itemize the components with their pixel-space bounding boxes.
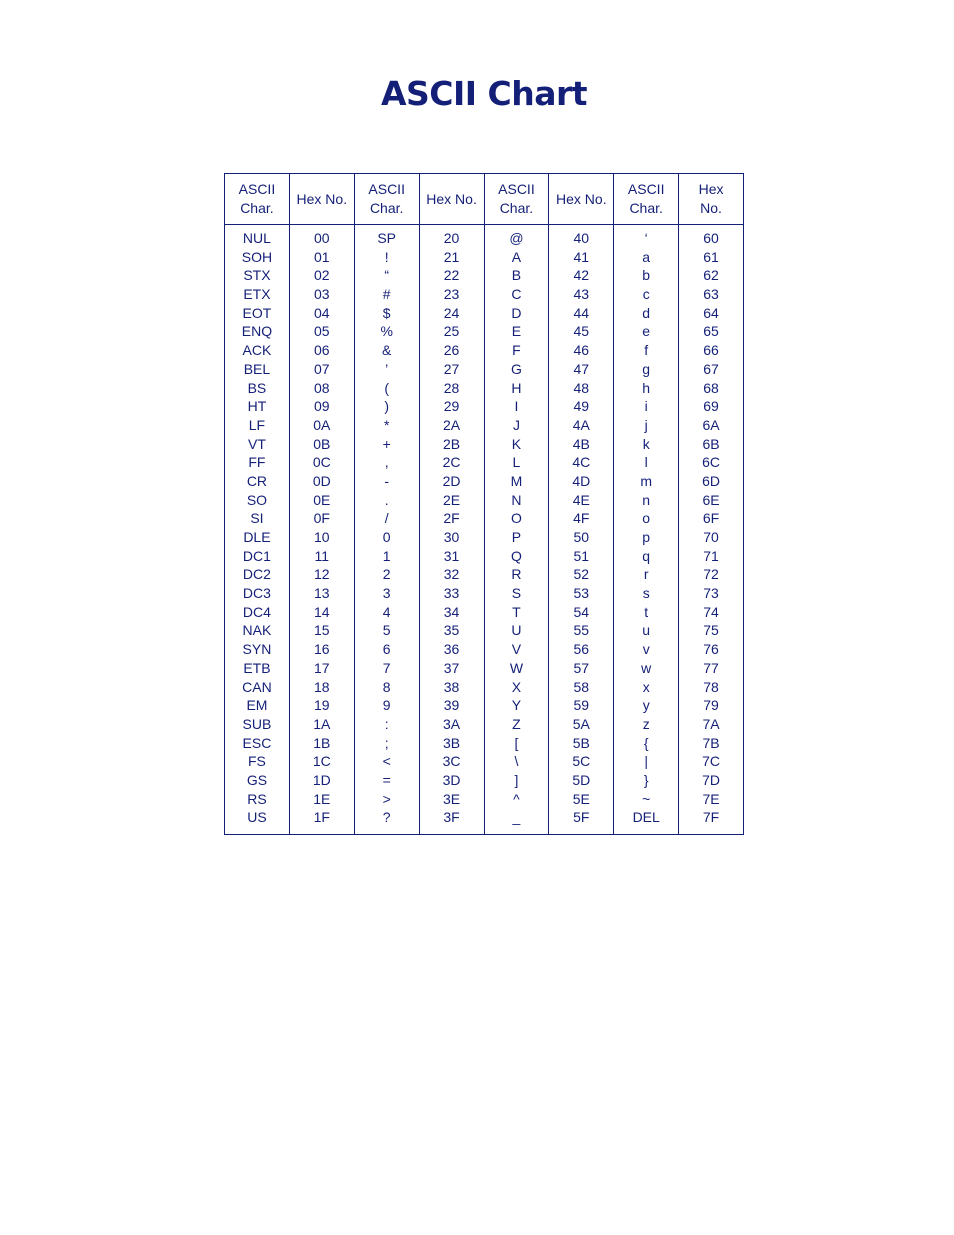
table-cell: G <box>510 360 522 377</box>
table-cell: 3D <box>442 771 461 788</box>
table-cell: FS <box>247 753 266 770</box>
table-cell: C <box>511 286 522 303</box>
table-cell: J <box>512 416 520 433</box>
table-cell: 3F <box>443 809 460 826</box>
table-cell: 0F <box>313 510 330 527</box>
table-cell: 04 <box>314 304 330 321</box>
table-cell: 60 <box>703 230 719 246</box>
table-cell: 37 <box>443 659 460 676</box>
table-cell: } <box>643 771 649 788</box>
table-cell: 7C <box>702 753 721 770</box>
table-cell: 22 <box>443 267 460 284</box>
table-cell: 16 <box>314 641 330 658</box>
table-cell: ‘ <box>644 230 648 246</box>
table-cell: 12 <box>314 566 330 583</box>
table-cell: EM <box>246 697 268 714</box>
table-cell: ETB <box>243 659 271 676</box>
table-cell: 3B <box>443 734 461 751</box>
column-body <box>290 225 354 827</box>
table-cell: 2B <box>443 435 461 452</box>
table-cell: 7A <box>702 715 720 732</box>
table-cell: 2D <box>442 472 461 489</box>
table-cell: 36 <box>443 641 460 658</box>
table-cell: ^ <box>513 790 520 807</box>
table-cell: j <box>644 416 648 433</box>
table-cell: I <box>514 398 519 415</box>
table-cell: 25 <box>443 323 460 340</box>
table-cell: H <box>511 379 522 396</box>
table-cell: 79 <box>703 697 719 714</box>
table-cell: 24 <box>443 304 460 321</box>
table-cell: 4B <box>572 435 590 452</box>
table-cell: 3E <box>443 790 461 807</box>
table-cell: h <box>642 379 651 396</box>
table-cell: 00 <box>314 230 330 246</box>
table-cell: 5A <box>572 715 590 732</box>
table-cell: 58 <box>573 678 590 695</box>
table-cell: SO <box>246 491 268 508</box>
table-cell: 1 <box>382 547 391 564</box>
table-cell: SOH <box>241 248 273 265</box>
table-cell: 47 <box>573 360 590 377</box>
table-cell: 34 <box>443 603 460 620</box>
table-cell: BS <box>247 379 267 396</box>
table-cell: Z <box>512 715 521 732</box>
table-cell: 2C <box>442 454 461 471</box>
table-cell: 70 <box>703 529 719 545</box>
table-cell: < <box>382 753 391 770</box>
table-cell: RS <box>247 790 267 807</box>
table-cell: 2F <box>443 510 460 527</box>
table-cell: @ <box>509 230 524 246</box>
table-cell: 20 <box>443 230 460 246</box>
table-cell: v <box>642 641 650 658</box>
table-cell: y <box>642 697 650 714</box>
table-cell: 72 <box>703 566 719 583</box>
table-cell: 5D <box>572 771 591 788</box>
column-header: ASCII Char. <box>485 174 549 225</box>
table-cell: CAN <box>242 678 272 695</box>
table-cell: o <box>642 510 651 527</box>
table-cell: # <box>382 286 391 303</box>
table-cell: DC1 <box>242 547 271 564</box>
column-header: Hex No. <box>290 174 354 225</box>
table-cell: 55 <box>573 622 590 639</box>
table-cell: 41 <box>573 248 590 265</box>
table-cell: . <box>384 491 389 508</box>
table-cell: 49 <box>573 398 590 415</box>
table-cell: SI <box>250 510 264 527</box>
table-cell: FF <box>248 454 266 471</box>
table-cell: l <box>644 454 648 471</box>
table-cell: O <box>510 510 522 527</box>
table-cell: % <box>380 323 393 340</box>
table-column <box>290 174 355 834</box>
table-cell: u <box>642 622 651 639</box>
table-cell: 61 <box>703 248 719 265</box>
table-cell: 67 <box>703 360 719 377</box>
table-cell: z <box>642 715 650 732</box>
table-cell: m <box>640 472 653 489</box>
table-cell: LF <box>248 416 266 433</box>
table-column <box>549 174 614 834</box>
table-cell: L <box>512 454 521 471</box>
table-cell: U <box>511 622 522 639</box>
table-cell: 15 <box>314 622 330 639</box>
table-cell: T <box>512 603 521 620</box>
table-column <box>225 174 290 834</box>
table-cell: 68 <box>703 379 719 396</box>
table-cell: 05 <box>314 323 330 340</box>
table-cell: 26 <box>443 342 460 359</box>
table-cell: 66 <box>703 342 719 359</box>
table-cell: r <box>643 566 649 583</box>
table-cell: 13 <box>314 585 330 602</box>
table-cell: 19 <box>314 697 330 714</box>
column-body <box>485 225 549 827</box>
table-cell: 08 <box>314 379 330 396</box>
table-cell: & <box>382 342 392 359</box>
table-cell: F <box>512 342 521 359</box>
table-cell: 44 <box>573 304 590 321</box>
table-cell: 7D <box>702 771 721 788</box>
table-cell: 8 <box>382 678 391 695</box>
ascii-table <box>224 173 744 835</box>
table-cell: ? <box>382 809 391 826</box>
table-cell: w <box>641 659 652 676</box>
column-header: Hex No. <box>420 174 484 225</box>
table-cell: ; <box>384 734 389 751</box>
table-cell: 7 <box>382 659 391 676</box>
table-cell: 17 <box>314 659 330 676</box>
table-cell: NUL <box>242 230 271 246</box>
table-cell: 0C <box>312 454 331 471</box>
table-cell: 18 <box>314 678 330 695</box>
table-cell: t <box>644 603 649 620</box>
column-body <box>355 225 419 827</box>
column-body <box>614 225 678 827</box>
table-cell: “ <box>384 267 390 284</box>
table-cell: g <box>642 360 651 377</box>
table-cell: STX <box>243 267 271 284</box>
table-cell: , <box>384 454 389 471</box>
table-cell: 32 <box>443 566 460 583</box>
table-cell: 5C <box>572 753 591 770</box>
table-cell: 69 <box>703 398 719 415</box>
table-cell: 30 <box>443 529 460 545</box>
table-cell: ( <box>384 379 390 396</box>
table-cell: 2E <box>443 491 461 508</box>
table-column <box>420 174 485 834</box>
table-cell: E <box>511 323 522 340</box>
table-cell: M <box>510 472 523 489</box>
table-cell: 5F <box>573 809 590 826</box>
table-cell: = <box>382 771 391 788</box>
table-cell: 0 <box>382 529 391 545</box>
table-cell: 03 <box>314 286 330 303</box>
table-cell: 73 <box>703 585 719 602</box>
table-cell: Q <box>510 547 522 564</box>
table-cell: _ <box>512 809 521 826</box>
table-cell: 3A <box>443 715 461 732</box>
table-cell: 62 <box>703 267 719 284</box>
column-header: ASCII Char. <box>225 174 289 225</box>
table-cell: 2A <box>443 416 461 433</box>
table-cell: 6E <box>702 491 720 508</box>
table-cell: x <box>642 678 650 695</box>
table-cell: 11 <box>314 547 330 564</box>
column-header: ASCII Char. <box>614 174 678 225</box>
table-cell: 28 <box>443 379 460 396</box>
table-cell: 76 <box>703 641 719 658</box>
table-cell: US <box>247 809 267 826</box>
table-cell: W <box>509 659 524 676</box>
table-cell: 64 <box>703 304 719 321</box>
table-cell: 51 <box>573 547 590 564</box>
table-cell: Y <box>511 697 522 714</box>
table-cell: [ <box>514 734 519 751</box>
table-cell: + <box>382 435 391 452</box>
table-cell: DEL <box>632 809 660 826</box>
table-cell: 1E <box>313 790 331 807</box>
table-cell: 33 <box>443 585 460 602</box>
page-title: ASCII Chart <box>380 74 588 113</box>
table-cell: 59 <box>573 697 590 714</box>
table-cell: 71 <box>703 547 719 564</box>
table-cell: 42 <box>573 267 590 284</box>
table-cell: e <box>642 323 651 340</box>
table-cell: SP <box>377 230 397 246</box>
table-cell: DC4 <box>242 603 271 620</box>
table-cell: ESC <box>242 734 272 751</box>
table-cell: | <box>644 753 648 770</box>
table-cell: 6D <box>702 472 721 489</box>
table-cell: D <box>511 304 522 321</box>
table-cell: 6F <box>702 510 720 527</box>
column-body <box>420 225 484 827</box>
table-cell: 38 <box>443 678 460 695</box>
table-cell: * <box>383 416 390 433</box>
table-cell: GS <box>246 771 268 788</box>
table-cell: 50 <box>573 529 590 545</box>
table-cell: ! <box>384 248 389 265</box>
table-cell: 10 <box>314 529 330 545</box>
table-cell: ENQ <box>241 323 273 340</box>
table-cell: P <box>511 529 522 545</box>
table-cell: k <box>642 435 650 452</box>
table-cell: BEL <box>243 360 271 377</box>
table-cell: / <box>384 510 389 527</box>
table-cell: 4E <box>572 491 590 508</box>
table-cell: 52 <box>573 566 590 583</box>
table-cell: 02 <box>314 267 330 284</box>
table-column <box>355 174 420 834</box>
table-cell: 7F <box>702 809 720 826</box>
table-cell: 9 <box>382 697 391 714</box>
table-cell: 31 <box>443 547 460 564</box>
table-cell: 01 <box>314 248 330 265</box>
table-cell: A <box>511 248 522 265</box>
table-cell: : <box>384 715 389 732</box>
column-body <box>679 225 743 827</box>
table-cell: VT <box>247 435 266 452</box>
table-cell: DC2 <box>242 566 271 583</box>
table-cell: DLE <box>243 529 271 545</box>
table-cell: ETX <box>243 286 271 303</box>
table-cell: S <box>511 585 522 602</box>
table-cell: 29 <box>443 398 460 415</box>
table-cell: d <box>642 304 651 321</box>
column-header: Hex No. <box>679 174 743 225</box>
table-cell: n <box>642 491 651 508</box>
table-cell: - <box>384 472 390 489</box>
table-cell: 0A <box>313 416 331 433</box>
table-cell: 54 <box>573 603 590 620</box>
table-cell: 57 <box>573 659 590 676</box>
table-cell: $ <box>382 304 391 321</box>
table-cell: R <box>511 566 522 583</box>
table-cell: DC3 <box>242 585 271 602</box>
table-cell: 63 <box>703 286 719 303</box>
table-cell: 74 <box>703 603 719 620</box>
table-column <box>679 174 743 834</box>
column-body <box>225 225 289 827</box>
table-cell: B <box>511 267 522 284</box>
column-body <box>549 225 613 827</box>
table-cell: 27 <box>443 360 460 377</box>
table-cell: SYN <box>242 641 272 658</box>
table-column <box>485 174 550 834</box>
table-cell: q <box>642 547 651 564</box>
table-cell: 6B <box>702 435 720 452</box>
table-cell: 77 <box>703 659 719 676</box>
table-cell: i <box>644 398 648 415</box>
table-cell: 5E <box>572 790 590 807</box>
table-cell: 4D <box>572 472 591 489</box>
table-cell: 46 <box>573 342 590 359</box>
table-cell: N <box>511 491 522 508</box>
table-cell: 2 <box>382 566 391 583</box>
table-cell: ) <box>384 398 390 415</box>
table-cell: ~ <box>642 790 651 807</box>
table-cell: 5B <box>572 734 590 751</box>
table-cell: c <box>642 286 650 303</box>
table-cell: 14 <box>314 603 330 620</box>
table-cell: HT <box>247 398 267 415</box>
table-cell: 0D <box>312 472 331 489</box>
table-cell: 45 <box>573 323 590 340</box>
table-cell: 1F <box>313 809 330 826</box>
table-cell: 3 <box>382 585 391 602</box>
table-cell: 6 <box>382 641 391 658</box>
table-cell: f <box>644 342 649 359</box>
table-cell: CR <box>246 472 268 489</box>
table-cell: 1C <box>312 753 331 770</box>
table-cell: 40 <box>573 230 590 246</box>
table-cell: 39 <box>443 697 460 714</box>
table-cell: ACK <box>242 342 272 359</box>
table-cell: > <box>382 790 391 807</box>
table-cell: 53 <box>573 585 590 602</box>
table-cell: 56 <box>573 641 590 658</box>
table-cell: 4C <box>572 454 591 471</box>
table-cell: 06 <box>314 342 330 359</box>
table-cell: 0E <box>313 491 331 508</box>
table-column <box>614 174 679 834</box>
table-cell: K <box>511 435 522 452</box>
table-cell: 75 <box>703 622 719 639</box>
table-cell: \ <box>514 753 519 770</box>
table-cell: 48 <box>573 379 590 396</box>
table-cell: 4A <box>572 416 590 433</box>
table-cell: EOT <box>242 304 272 321</box>
table-cell: p <box>642 529 651 545</box>
table-cell: 3C <box>442 753 461 770</box>
table-cell: a <box>642 248 651 265</box>
table-cell: 0B <box>313 435 331 452</box>
table-cell: s <box>642 585 650 602</box>
table-cell: { <box>643 734 649 751</box>
table-cell: SUB <box>242 715 272 732</box>
table-cell: ] <box>514 771 519 788</box>
table-cell: b <box>642 267 651 284</box>
table-cell: 7B <box>702 734 720 751</box>
table-cell: 1A <box>313 715 331 732</box>
table-cell: 1D <box>312 771 331 788</box>
column-header: Hex No. <box>549 174 613 225</box>
table-cell: 23 <box>443 286 460 303</box>
table-cell: 4 <box>382 603 391 620</box>
table-cell: 43 <box>573 286 590 303</box>
table-cell: 09 <box>314 398 330 415</box>
table-cell: 07 <box>314 360 330 377</box>
table-cell: NAK <box>242 622 272 639</box>
column-header: ASCII Char. <box>355 174 419 225</box>
table-cell: X <box>511 678 522 695</box>
table-cell: 6C <box>702 454 721 471</box>
table-cell: V <box>511 641 522 658</box>
table-cell: 78 <box>703 678 719 695</box>
table-cell: 65 <box>703 323 719 340</box>
table-cell: 35 <box>443 622 460 639</box>
table-cell: ’ <box>385 360 389 377</box>
table-cell: 4F <box>573 510 590 527</box>
table-cell: 5 <box>382 622 391 639</box>
table-cell: 7E <box>702 790 720 807</box>
table-cell: 21 <box>443 248 460 265</box>
table-cell: 6A <box>702 416 720 433</box>
table-cell: 1B <box>313 734 331 751</box>
